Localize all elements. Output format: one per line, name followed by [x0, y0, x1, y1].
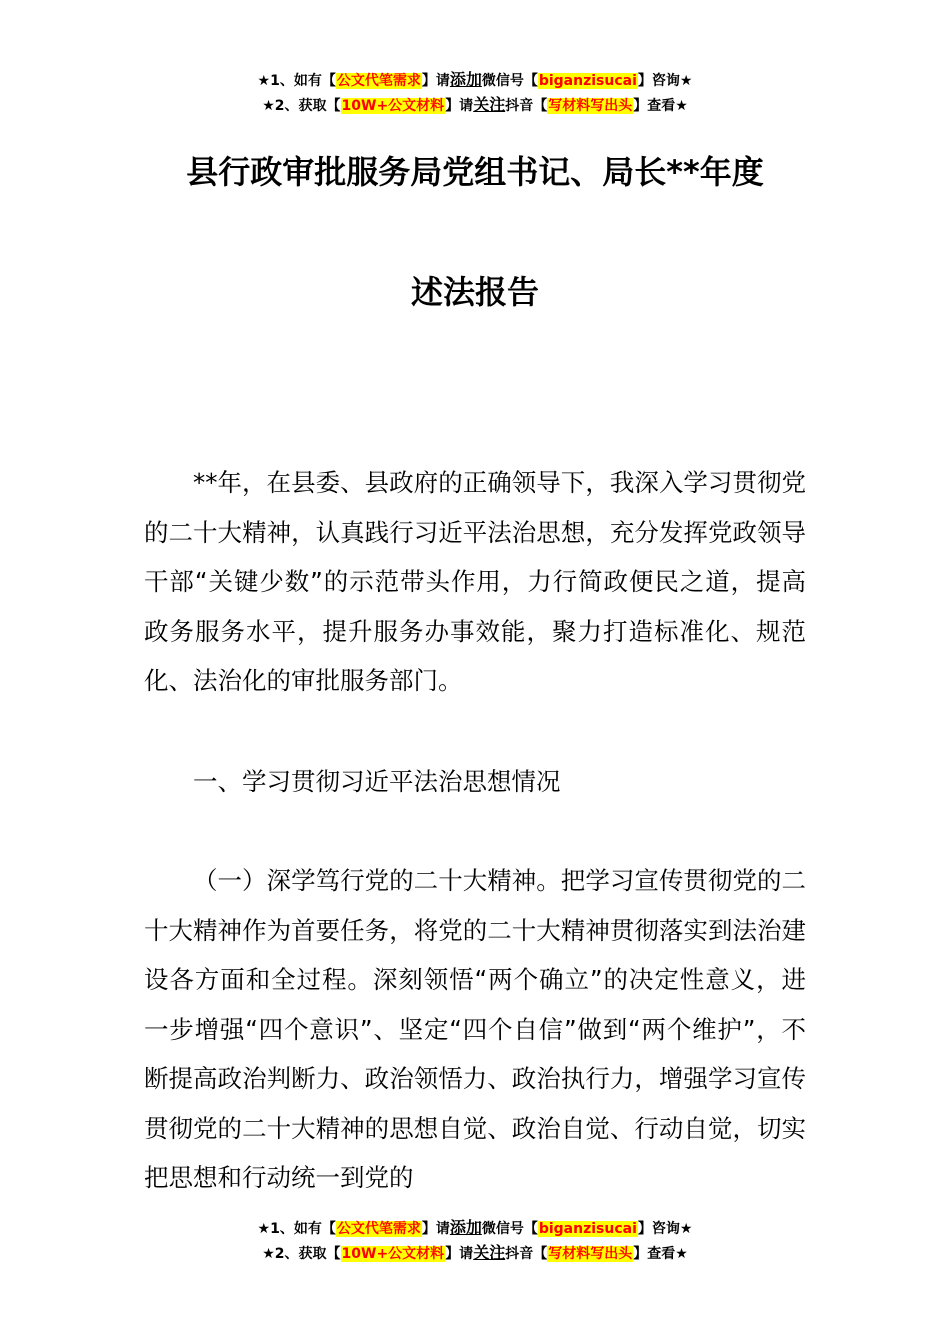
highlight-wechat-id: biganzisucai — [538, 73, 637, 89]
body-paragraph-2: （一）深学笃行党的二十大精神。把学习宣传贯彻党的二十大精神作为首要任务，将党的二十大精神贯彻落实到法治建设各方面和全过程。深刻领悟“两个确立”的决定性意义，进一步增强“四个意识”、坚定“四个自信”做到“两个维护”，不断提高政治判断力、政治领悟力、政治执行力，增强学习宣传贯彻党的二十大精神的思想自觉、政治自觉、行动自觉，切实把思想和行动统一到党的 — [144, 866, 806, 1192]
banner-text: ★2、获取【 — [262, 98, 341, 114]
highlight-douyin-account: 写材料写出头 — [548, 98, 633, 114]
banner-line-2 — [0, 93, 950, 118]
banner-text: 】请 — [445, 98, 474, 114]
top-banner — [0, 68, 950, 118]
body-paragraph-1: **年，在县委、县政府的正确领导下，我深入学习贯彻党的二十大精神，认真践行习近平法治思想，充分发挥党政领导干部“关键少数”的示范带头作用，力行简政便民之道，提高政务服务水平，提升服务办事效能，聚力打造标准化、规范化、法治化的审批服务部门。 — [144, 468, 806, 695]
banner-line-2 — [0, 1241, 950, 1266]
section-heading-1: 一、学习贯彻习近平法治思想情况 — [193, 767, 561, 796]
banner-line-1 — [0, 1216, 950, 1241]
banner-text: 微信号【 — [481, 1221, 538, 1237]
banner-text: 】请 — [421, 1221, 450, 1237]
banner-text: 】查看★ — [633, 1246, 688, 1262]
banner-text: 】咨询★ — [637, 73, 693, 89]
document-title-line-1: 县行政审批服务局党组书记、局长**年度 — [186, 153, 764, 191]
highlight-wechat-id: biganzisucai — [538, 1221, 637, 1237]
banner-text: ★1、如有【 — [257, 73, 336, 89]
underlined-text: 添加 — [449, 70, 482, 89]
highlight-ghostwriting: 公文代笔需求 — [336, 73, 421, 89]
underlined-text: 添加 — [449, 1218, 482, 1237]
banner-text: 】请 — [445, 1246, 474, 1262]
banner-text: 】查看★ — [633, 98, 688, 114]
banner-text: 微信号【 — [481, 73, 538, 89]
banner-line-1 — [0, 68, 950, 93]
banner-text: ★2、获取【 — [262, 1246, 341, 1262]
underlined-text: 关注 — [473, 1243, 506, 1262]
banner-text: ★1、如有【 — [257, 1221, 336, 1237]
highlight-materials: 10W+公文材料 — [341, 98, 445, 114]
document-title-line-2: 述法报告 — [410, 273, 539, 311]
banner-text: 】请 — [421, 73, 450, 89]
banner-text: 抖音【 — [505, 1246, 548, 1262]
underlined-text: 关注 — [473, 95, 506, 114]
highlight-ghostwriting: 公文代笔需求 — [336, 1221, 421, 1237]
highlight-douyin-account: 写材料写出头 — [548, 1246, 633, 1262]
bottom-banner — [0, 1216, 950, 1266]
highlight-materials: 10W+公文材料 — [341, 1246, 445, 1262]
banner-text: 抖音【 — [505, 98, 548, 114]
banner-text: 】咨询★ — [637, 1221, 693, 1237]
